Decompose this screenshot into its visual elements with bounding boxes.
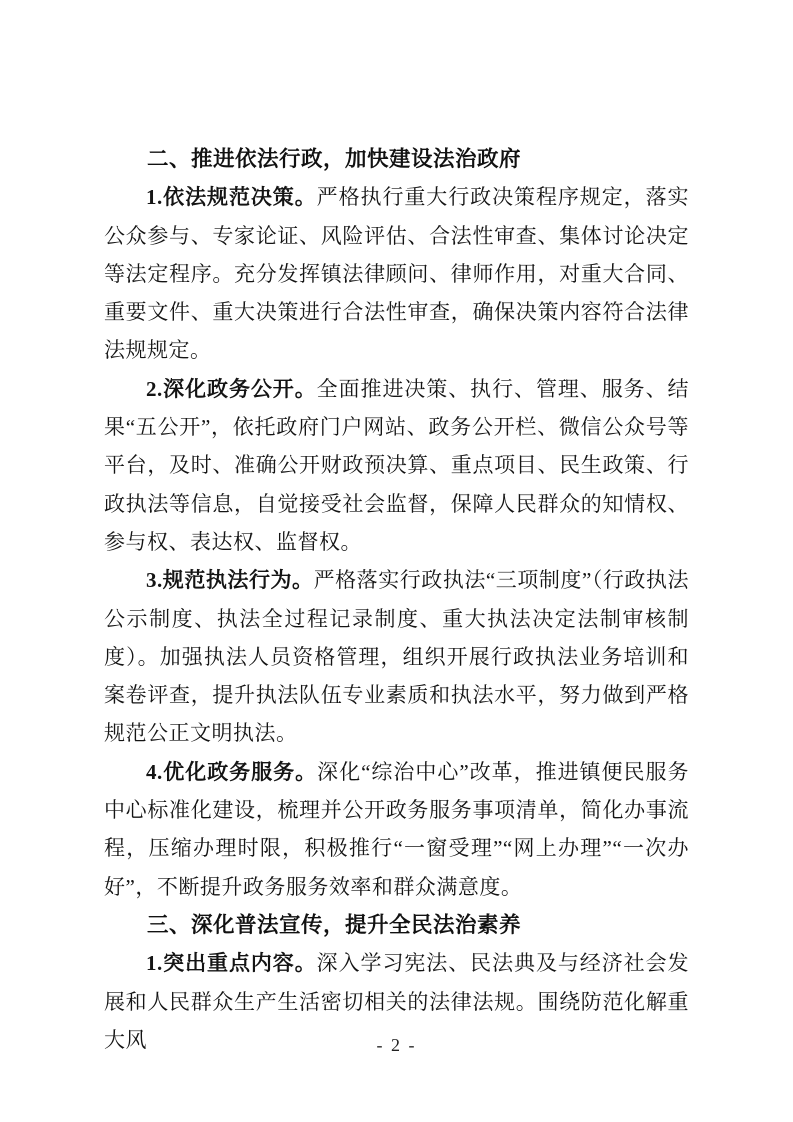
paragraph (104, 561, 689, 752)
paragraph-text: 严格落实行政执法“三项制度”（行政执法公示制度、执法全过程记录制度、重大执法决定法制审核制度）。加强执法人员资格管理，组织开展行政执法业务培训和案卷评查，提升执法队伍专业素质和执法水平，努力做到严格规范公正文明执法。 (104, 568, 690, 746)
paragraph-text: 严格执行重大行政决策程序规定，落实公众参与、专家论证、风险评估、合法性审查、集体讨论决定等法定程序。充分发挥镇法律顾问、律师作用，对重大合同、重要文件、重大决策进行合法性审查，确保决策内容符合法律法规规定。 (104, 185, 690, 363)
section-heading-2: 二、推进依法行政，加快建设法治政府 (147, 147, 522, 171)
paragraph-lead: 2.深化政务公开。 (146, 376, 317, 401)
paragraph-text: 深化“综治中心”改革，推进镇便民服务中心标准化建设，梳理并公开政务服务事项清单，简化办事流程，压缩办理时限，积极推行“一窗受理”“网上办理”“一次办好”，不断提升政务服务效率和群众满意度。 (104, 759, 689, 899)
paragraph (104, 178, 689, 369)
section-heading-3: 三、深化普法宣传，提升全民法治素养 (147, 912, 522, 937)
paragraph (104, 753, 689, 906)
paragraph-lead: 4.优化政务服务。 (146, 759, 318, 784)
paragraph-lead: 3.规范执法行为。 (146, 568, 314, 593)
document-content (104, 140, 689, 1059)
paragraph-text: 全面推进决策、执行、管理、服务、结果“五公开”，依托政府门户网站、政务公开栏、微信公众号等平台，及时、准确公开财政预决算、重点项目、民生政策、行政执法等信息，自觉接受社会监督，保障人民群众的知情权、参与权、表达权、监督权。 (104, 376, 690, 554)
paragraph-text: 深入学习宪法、民法典及与经济社会发展和人民群众生产生活密切相关的法律法规。围绕防范化解重大风 (104, 951, 690, 1052)
paragraph (104, 370, 689, 561)
paragraph-lead: 1.突出重点内容。 (146, 951, 317, 976)
page-number: - 2 - (376, 1035, 417, 1055)
paragraph-lead: 1.依法规范决策。 (146, 185, 317, 210)
